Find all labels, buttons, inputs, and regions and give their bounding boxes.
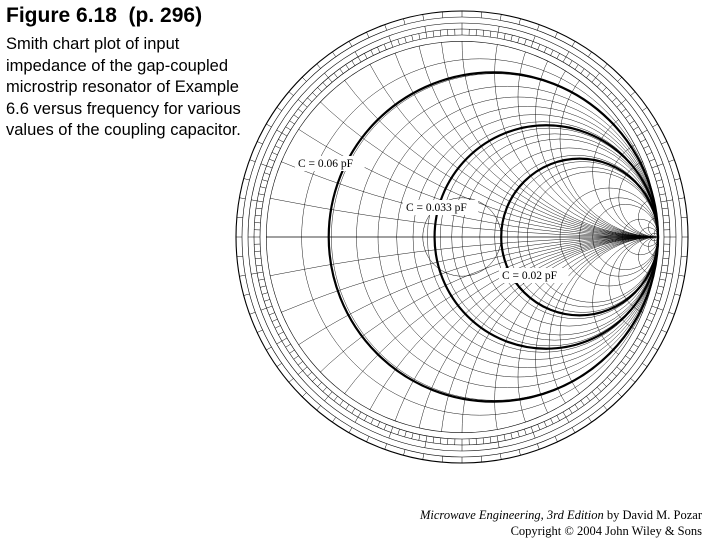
scale-tick — [653, 347, 658, 350]
scale-tick — [658, 286, 664, 287]
scale-tick — [544, 47, 546, 52]
scale-tick — [581, 69, 585, 74]
scale-tick — [346, 404, 349, 409]
scale-tick — [278, 332, 283, 335]
scale-tick — [640, 139, 645, 142]
scale-tick — [419, 34, 420, 40]
scale-tick — [592, 392, 600, 401]
scale-tick — [266, 124, 271, 127]
scale-tick — [675, 179, 681, 181]
scale-tick — [537, 25, 539, 31]
scale-tick — [602, 382, 606, 386]
reactance-arc — [440, 0, 720, 237]
scale-tick — [352, 408, 355, 413]
scale-tick — [389, 36, 393, 47]
scale-tick — [349, 41, 352, 46]
reactance-arc — [440, 237, 720, 540]
scale-tick — [277, 130, 287, 136]
scale-tick — [557, 415, 560, 420]
scale-tick — [644, 326, 649, 329]
curve-label: C = 0.033 pF — [406, 202, 467, 214]
scale-tick — [607, 377, 611, 381]
scale-tick — [625, 115, 630, 119]
scale-tick — [262, 293, 268, 295]
scale-tick — [377, 47, 379, 52]
scale-tick — [644, 146, 649, 149]
scale-tick — [261, 164, 272, 168]
figure-title: Figure 6.18 (p. 296) — [6, 4, 203, 27]
scale-tick — [317, 406, 321, 411]
scale-tick — [637, 130, 647, 136]
scale-tick — [440, 30, 441, 36]
scale-tick — [259, 279, 265, 280]
scale-tick — [551, 50, 554, 55]
scale-tick — [294, 356, 299, 360]
scale-tick — [647, 152, 652, 154]
scale-tick — [385, 25, 387, 31]
scale-tick — [289, 378, 294, 382]
scale-tick — [404, 450, 406, 456]
scale-tick — [318, 87, 322, 91]
scale-tick — [340, 400, 344, 405]
scale-tick — [269, 313, 275, 315]
scale-tick — [654, 173, 660, 175]
scale-tick — [633, 127, 638, 130]
scale-tick — [555, 436, 558, 441]
scale-tick — [323, 387, 327, 391]
scale-tick — [569, 61, 572, 66]
scale-tick — [538, 424, 540, 430]
scale-tick — [332, 417, 335, 422]
scale-tick — [679, 275, 685, 276]
scale-tick — [419, 435, 420, 441]
scale-tick — [302, 393, 306, 397]
scale-tick — [307, 98, 311, 102]
scale-tick — [366, 436, 369, 441]
scale-tick — [490, 437, 491, 443]
scale-tick — [669, 160, 675, 162]
scale-tick — [681, 256, 687, 257]
scale-tick — [318, 382, 322, 386]
scale-tick — [433, 31, 434, 37]
book-author: by David M. Pozar — [603, 508, 702, 522]
scale-tick — [661, 141, 666, 144]
scale-tick — [625, 356, 630, 360]
scale-tick — [423, 454, 424, 460]
scale-tick — [640, 332, 645, 335]
scale-tick — [275, 326, 280, 329]
scale-tick — [384, 424, 386, 430]
scale-tick — [612, 98, 616, 102]
scale-tick — [662, 208, 668, 209]
scale-tick — [660, 194, 666, 195]
scale-tick — [239, 275, 245, 276]
scale-tick — [364, 53, 367, 58]
scale-tick — [555, 32, 558, 37]
scale-tick — [500, 454, 501, 460]
scale-tick — [257, 330, 262, 333]
scale-tick — [607, 93, 611, 97]
scale-tick — [597, 82, 601, 86]
scale-tick — [518, 431, 520, 437]
scale-tick — [679, 198, 685, 199]
scale-tick — [649, 159, 655, 161]
scale-tick — [260, 286, 266, 287]
scale-tick — [286, 344, 291, 347]
scale-tick — [586, 73, 590, 78]
scale-tick — [581, 400, 585, 405]
scale-tick — [423, 14, 424, 20]
scale-tick — [317, 64, 321, 69]
scale-tick — [531, 36, 535, 47]
scale-tick — [398, 39, 400, 45]
scale-tick — [272, 319, 277, 321]
scale-tick — [519, 19, 521, 25]
reactance-arc — [0, 237, 720, 540]
scale-tick — [602, 87, 606, 91]
scale-tick — [663, 258, 669, 259]
scale-tick — [617, 99, 626, 107]
scale-tick — [364, 415, 367, 420]
scale-tick — [256, 208, 262, 209]
scale-tick — [404, 19, 406, 25]
scale-tick — [631, 378, 636, 382]
scale-tick — [256, 265, 262, 266]
scale-tick — [277, 107, 282, 110]
scale-tick — [603, 406, 607, 411]
scale-tick — [642, 363, 647, 366]
scale-tick — [575, 65, 578, 70]
scale-tick — [398, 429, 400, 435]
scale-tick — [340, 69, 344, 74]
scale-tick — [385, 444, 387, 450]
scale-tick — [346, 65, 349, 70]
scale-tick — [355, 52, 361, 62]
reactance-arc — [0, 237, 720, 540]
scale-tick — [618, 393, 622, 397]
scale-tick — [681, 217, 687, 218]
scale-tick — [332, 52, 335, 57]
scale-tick — [524, 39, 526, 45]
scale-tick — [371, 419, 374, 424]
scale-tick — [537, 444, 539, 450]
scale-tick — [654, 299, 660, 301]
scale-tick — [349, 428, 352, 433]
scale-tick — [433, 437, 434, 443]
scale-tick — [563, 412, 569, 422]
scale-tick — [250, 160, 256, 162]
scale-tick — [481, 456, 482, 462]
curve-label: C = 0.06 pF — [298, 158, 354, 170]
scale-tick — [551, 419, 554, 424]
scale-tick — [647, 319, 652, 321]
scale-tick — [334, 73, 338, 78]
scale-tick — [298, 367, 307, 375]
scale-tick — [264, 299, 270, 301]
scale-tick — [277, 338, 287, 344]
scale-tick — [656, 180, 662, 182]
scale-tick — [261, 306, 272, 310]
scale-tick — [255, 258, 261, 259]
scale-tick — [519, 450, 521, 456]
scale-tick — [621, 109, 626, 113]
scale-tick — [597, 387, 601, 391]
scale-tick — [500, 14, 501, 20]
scale-tick — [389, 427, 393, 438]
scale-tick — [440, 438, 441, 444]
scale-tick — [377, 422, 379, 427]
scale-tick — [663, 215, 669, 216]
scale-tick — [629, 350, 634, 353]
scale-tick — [259, 194, 265, 195]
scale-tick — [572, 428, 575, 433]
scale-tick — [262, 180, 268, 182]
scale-tick — [334, 396, 338, 401]
scale-tick — [483, 30, 484, 36]
scale-tick — [531, 427, 535, 438]
scale-tick — [481, 12, 482, 18]
scale-tick — [511, 433, 512, 439]
scale-tick — [324, 73, 332, 82]
scale-tick — [290, 121, 295, 124]
scale-tick — [637, 338, 647, 344]
scale-tick — [660, 279, 666, 280]
scale-tick — [575, 404, 578, 409]
scale-tick — [302, 77, 306, 81]
scale-tick — [592, 73, 600, 82]
scale-tick — [277, 363, 282, 366]
scale-tick — [617, 367, 626, 375]
scale-tick — [675, 294, 681, 296]
scale-tick — [286, 127, 291, 130]
scale-tick — [244, 179, 250, 181]
scale-tick — [612, 372, 616, 376]
scale-tick — [656, 293, 662, 295]
scale-tick — [603, 64, 607, 69]
scale-tick — [538, 44, 540, 50]
scale-tick — [294, 115, 299, 119]
scale-tick — [557, 53, 560, 58]
scale-tick — [618, 77, 622, 81]
scale-tick — [442, 12, 443, 18]
scale-tick — [653, 124, 658, 127]
scale-tick — [662, 265, 668, 266]
scale-tick — [237, 217, 243, 218]
scale-tick — [569, 408, 572, 413]
scale-tick — [649, 313, 655, 315]
scale-tick — [633, 344, 638, 347]
scale-tick — [504, 34, 505, 40]
scale-tick — [621, 361, 626, 365]
scale-tick — [260, 187, 266, 188]
scale-tick — [442, 456, 443, 462]
scale-tick — [269, 159, 275, 161]
scale-tick — [524, 429, 526, 435]
scale-tick — [355, 412, 361, 422]
scale-tick — [658, 187, 664, 188]
scale-tick — [631, 92, 636, 96]
reactance-arc — [536, 0, 720, 237]
scale-tick — [272, 152, 277, 154]
scale-tick — [257, 141, 262, 144]
scale-tick — [250, 312, 256, 314]
scale-tick — [312, 377, 316, 381]
scale-tick — [661, 330, 666, 333]
scale-tick — [412, 433, 413, 439]
scale-tick — [323, 82, 327, 86]
scale-tick — [405, 37, 407, 43]
figure-caption: Smith chart plot of input impedance of the gap-coupled microstrip resonator of Example 6.6 versus frequency for various values of the coupling capacitor. — [6, 35, 241, 139]
scale-tick — [239, 198, 245, 199]
scale-tick — [307, 372, 311, 376]
scale-tick — [352, 61, 355, 66]
scale-tick — [629, 121, 634, 124]
scale-tick — [588, 417, 591, 422]
reactance-arc — [462, 0, 720, 237]
scale-tick — [642, 107, 647, 110]
scale-tick — [586, 396, 590, 401]
scale-tick — [504, 435, 505, 441]
scale-tick — [384, 44, 386, 50]
curve-label: C = 0.02 pF — [502, 270, 558, 282]
scale-tick — [298, 361, 303, 365]
scale-tick — [544, 422, 546, 427]
scale-tick — [652, 306, 663, 310]
scale-tick — [244, 294, 250, 296]
scale-tick — [266, 347, 271, 350]
scale-tick — [275, 146, 280, 149]
scale-tick — [371, 50, 374, 55]
scale-tick — [412, 35, 413, 41]
scale-tick — [405, 431, 407, 437]
scale-tick — [588, 52, 591, 57]
scale-tick — [298, 99, 307, 107]
scale-tick — [324, 392, 332, 401]
book-title: Microwave Engineering, 3rd Edition — [419, 508, 604, 522]
scale-tick — [298, 109, 303, 113]
scale-tick — [490, 31, 491, 37]
scale-tick — [289, 92, 294, 96]
copyright-notice: Copyright © 2004 John Wiley & Sons — [510, 524, 702, 538]
scale-tick — [366, 32, 369, 37]
scale-tick — [312, 93, 316, 97]
scale-tick — [518, 37, 520, 43]
scale-tick — [669, 312, 675, 314]
scale-tick — [652, 164, 663, 168]
scale-tick — [278, 139, 283, 142]
scale-tick — [237, 256, 243, 257]
scale-tick — [264, 173, 270, 175]
scale-tick — [255, 215, 261, 216]
scale-tick — [511, 35, 512, 41]
scale-tick — [290, 350, 295, 353]
scale-tick — [572, 41, 575, 46]
book-credit — [420, 508, 702, 523]
scale-tick — [483, 438, 484, 444]
scale-tick — [563, 52, 569, 62]
